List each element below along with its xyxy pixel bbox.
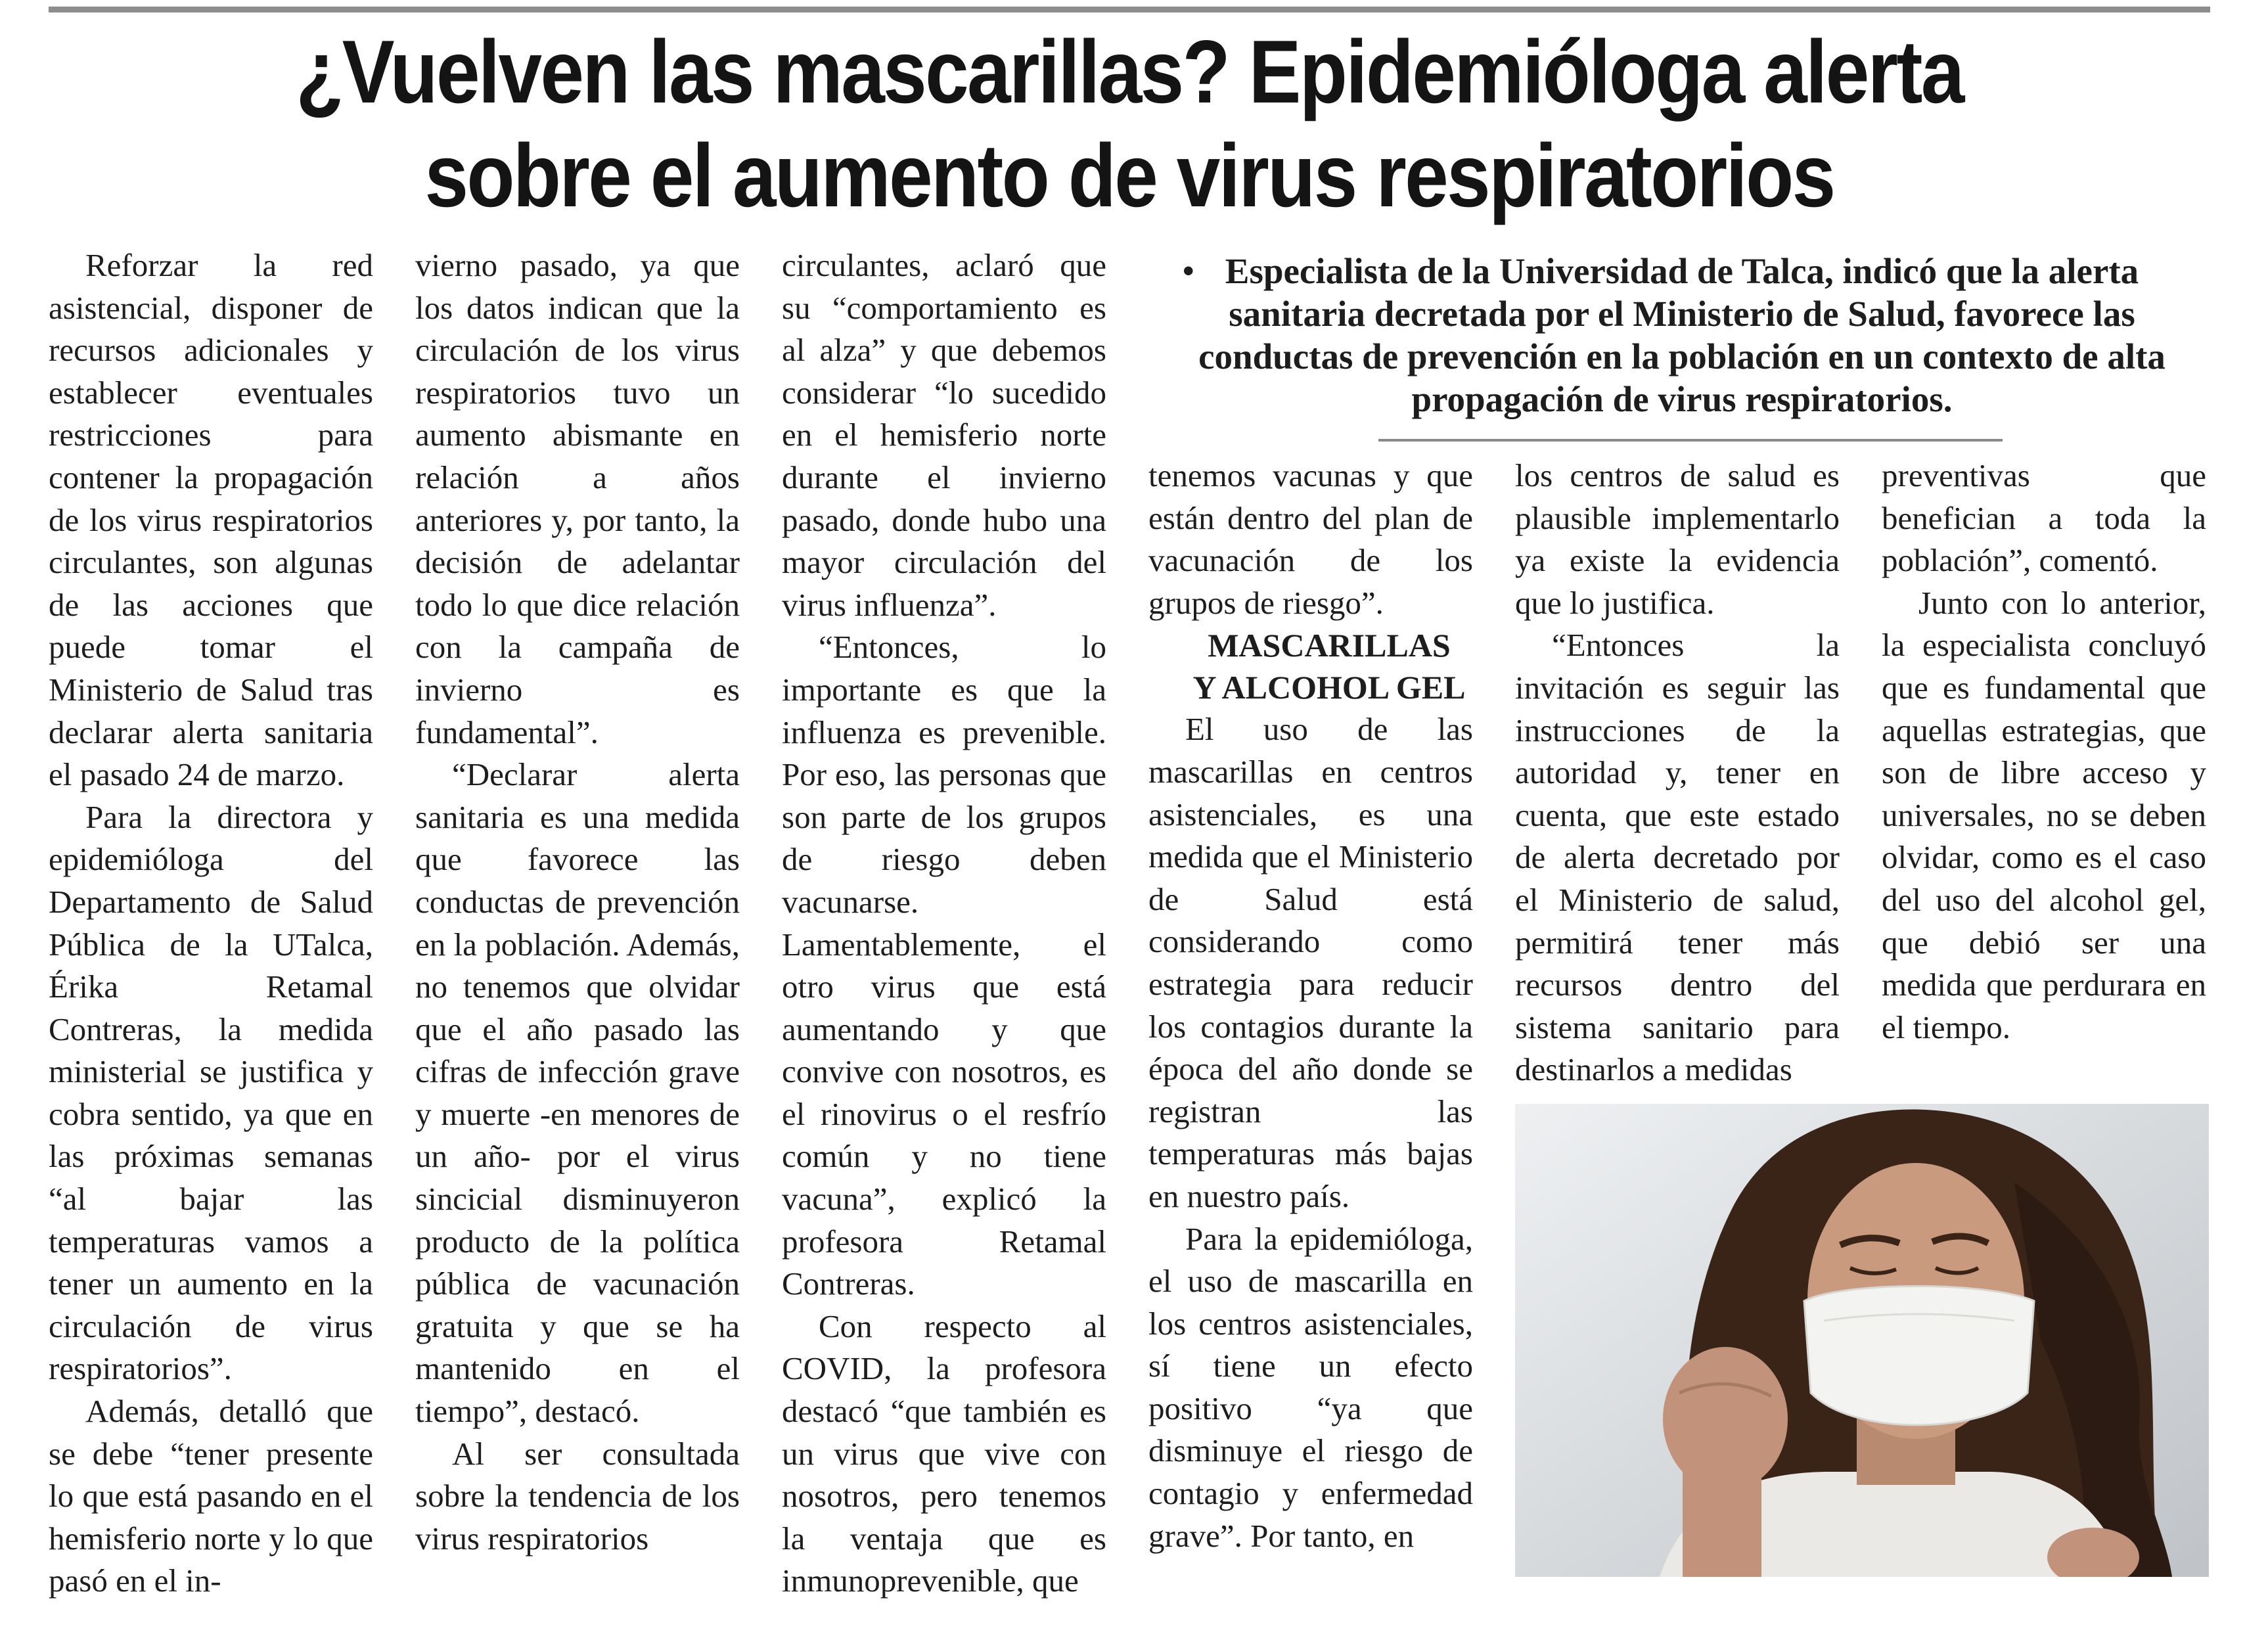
article-column-2 — [415, 244, 740, 1585]
paragraph: Reforzar la red asistencial, disponer de recursos adicionales y establecer eventuales restricciones para contener la propagación de los virus respiratorios circulantes, son algunas de las acciones que puede tomar el Ministerio de Salud tras declarar alerta sanitaria el pasado 24 de marzo. — [49, 247, 373, 793]
paragraph: Además, detalló que se debe “tener presente lo que está pasando en el hemisferio norte y lo que pasó en el in- — [49, 1393, 373, 1599]
headline-line-1: ¿Vuelven las mascarillas? Epidemióloga alerta — [296, 22, 1963, 122]
paragraph: Para la directora y epidemióloga del Departamento de Salud Pública de la UTalca, Érika Retamal Contreras, la medida ministerial se justifica y cobra sentido, ya que en las próximas semanas “al bajar las temperaturas vamos a tener un aumento en la circulación de virus respiratorios”. — [49, 798, 373, 1387]
lead-divider — [1378, 439, 2003, 442]
woman-wearing-mask-coughing-photo-icon — [1515, 1104, 2209, 1577]
paragraph: Para la epidemióloga, el uso de mascarilla en los centros asistenciales, sí tiene un efecto positivo “ya que disminuye el riesgo de contagio y enfermedad grave”. Por tanto, en — [1148, 1220, 1473, 1554]
headline — [178, 20, 2080, 227]
subhead-line-2: Y ALCOHOL GEL — [1192, 669, 1466, 706]
top-rule — [49, 7, 2210, 12]
paragraph: “Entonces la invitación es seguir las instrucciones de la autoridad y, tener en cuenta, que este estado de alerta decretado por el Ministerio de salud, permitirá tener más recursos dentro del sistema sanitario para destinarlos a medidas — [1515, 627, 1840, 1088]
bullet-icon: • — [1183, 252, 1194, 289]
paragraph: “Declarar alerta sanitaria es una medida que favorece las conductas de prevención en la población. Además, no tenemos que olvidar que el año pasado las cifras de infección grave y muerte -en menores de un año- por el virus sincicial disminuyeron producto de la política pública de vacunación gratuita y que se ha mantenido en el tiempo”, destacó. — [415, 756, 740, 1430]
paragraph: Al ser consultada sobre la tendencia de los virus respiratorios — [415, 1435, 740, 1557]
article-column-3 — [782, 244, 1106, 1599]
article-column-5 — [1515, 455, 1840, 1099]
paragraph: vierno pasado, ya que los datos indican que la circulación de los virus respiratorios tuvo un aumento abismante en relación a años anteriores y, por tanto, la decisión de adelantar todo lo que dice relación con la campaña de invierno es fundamental”. — [415, 247, 740, 750]
paragraph: preventivas que benefician a toda la población”, comentó. — [1882, 457, 2206, 579]
article-column-4 — [1148, 455, 1473, 1585]
headline-line-2: sobre el aumento de virus respiratorios — [424, 125, 1834, 225]
subhead-line-1: MASCARILLAS — [1208, 627, 1451, 664]
lead-summary — [1156, 250, 2208, 421]
paragraph: Junto con lo anterior, la especialista concluyó que es fundamental que aquellas estrategias, que son de libre acceso y universales, no se deben olvidar, como es el caso del uso del alcohol gel, que debió ser una medida que perdurara en el tiempo. — [1882, 584, 2206, 1045]
paragraph: circulantes, aclaró que su “comportamiento es al alza” y que debemos considerar “lo sucedido en el hemisferio norte durante el invierno pasado, donde hubo una mayor circulación del virus influenza”. — [782, 247, 1106, 623]
paragraph: los centros de salud es plausible implementarlo ya existe la evidencia que lo justifica. — [1515, 457, 1840, 621]
article-column-6 — [1882, 455, 2206, 1099]
paragraph: “Entonces, lo importante es que la influenza es prevenible. Por eso, las personas que son parte de los grupos de riesgo deben vacunarse. Lamentablemente, el otro virus que está aumentando y que convive con nosotros, es el rinovirus o el resfrío común y no tiene vacuna”, explicó la profesora Retamal Contreras. — [782, 629, 1106, 1302]
paragraph: tenemos vacunas y que están dentro del plan de vacunación de los grupos de riesgo”. — [1148, 457, 1473, 621]
paragraph: El uso de las mascarillas en centros asistenciales, es una medida que el Ministerio de Salud está considerando como estrategia para reducir los contagios durante la época del año donde se registran las temperaturas más bajas en nuestro país. — [1148, 711, 1473, 1214]
lead-text: Especialista de la Universidad de Talca, indicó que la alerta sanitaria decretada por el Ministerio de Salud, favorece las conductas de prevención en la población en un contexto de alta propagación de virus respiratorios. — [1198, 251, 2166, 419]
article-column-1 — [49, 244, 373, 1599]
article-photo — [1515, 1104, 2209, 1577]
paragraph: Con respecto al COVID, la profesora destacó “que también es un virus que vive con nosotros, pero tenemos la ventaja que es inmunoprevenible, que — [782, 1308, 1106, 1599]
